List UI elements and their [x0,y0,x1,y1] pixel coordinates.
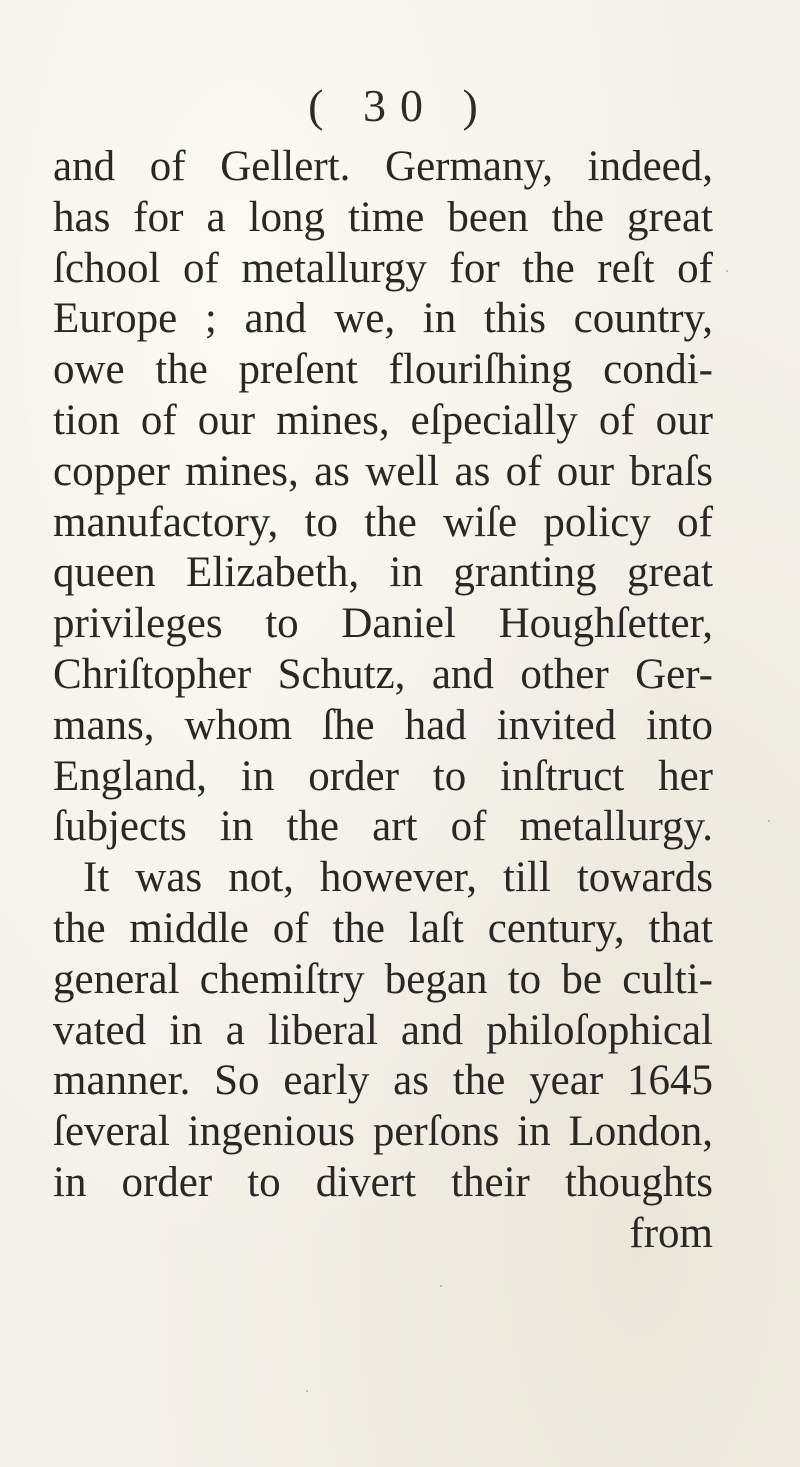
paper-speck [768,820,770,822]
paper-speck [306,1390,308,1392]
body-text [53,142,713,1260]
text-line: England, in order to inſtruct her [53,752,713,800]
text-line: It was not, however, till towards [83,854,713,902]
text-line: copper mines, as well as of our braſs [53,447,713,495]
text-line: general chemiſtry began to be culti- [53,955,713,1003]
text-line: in order to divert their thoughts [53,1158,713,1206]
text-line: vated in a liberal and philoſophical [53,1006,713,1054]
text-line: ſchool of metallurgy for the reſt of [53,244,713,292]
paper-speck [726,270,728,272]
page-number: ( 30 ) [308,80,492,131]
text-line: has for a long time been the great [53,193,713,241]
catchword: from [629,1209,713,1257]
text-line: mans, whom ſhe had invited into [53,701,713,749]
text-line: owe the preſent flouriſhing condi- [53,346,713,394]
text-line: privileges to Daniel Houghſetter, [53,600,713,648]
text-line: ſubjects in the art of metallurgy. [53,803,713,851]
text-line: Europe ; and we, in this country, [53,295,713,343]
text-line: tion of our mines, eſpecially of our [53,396,713,444]
text-line: the middle of the laſt century, that [53,904,713,952]
text-line: Chriſtopher Schutz, and other Ger- [53,650,713,698]
paper-speck [440,1285,442,1287]
text-line: ſeveral ingenious perſons in London, [53,1108,713,1156]
text-line: queen Elizabeth, in granting great [53,549,713,597]
text-line: manner. So early as the year 1645 [53,1057,713,1105]
text-line: manufactory, to the wiſe policy of [53,498,713,546]
text-line: and of Gellert. Germany, indeed, [53,143,713,190]
